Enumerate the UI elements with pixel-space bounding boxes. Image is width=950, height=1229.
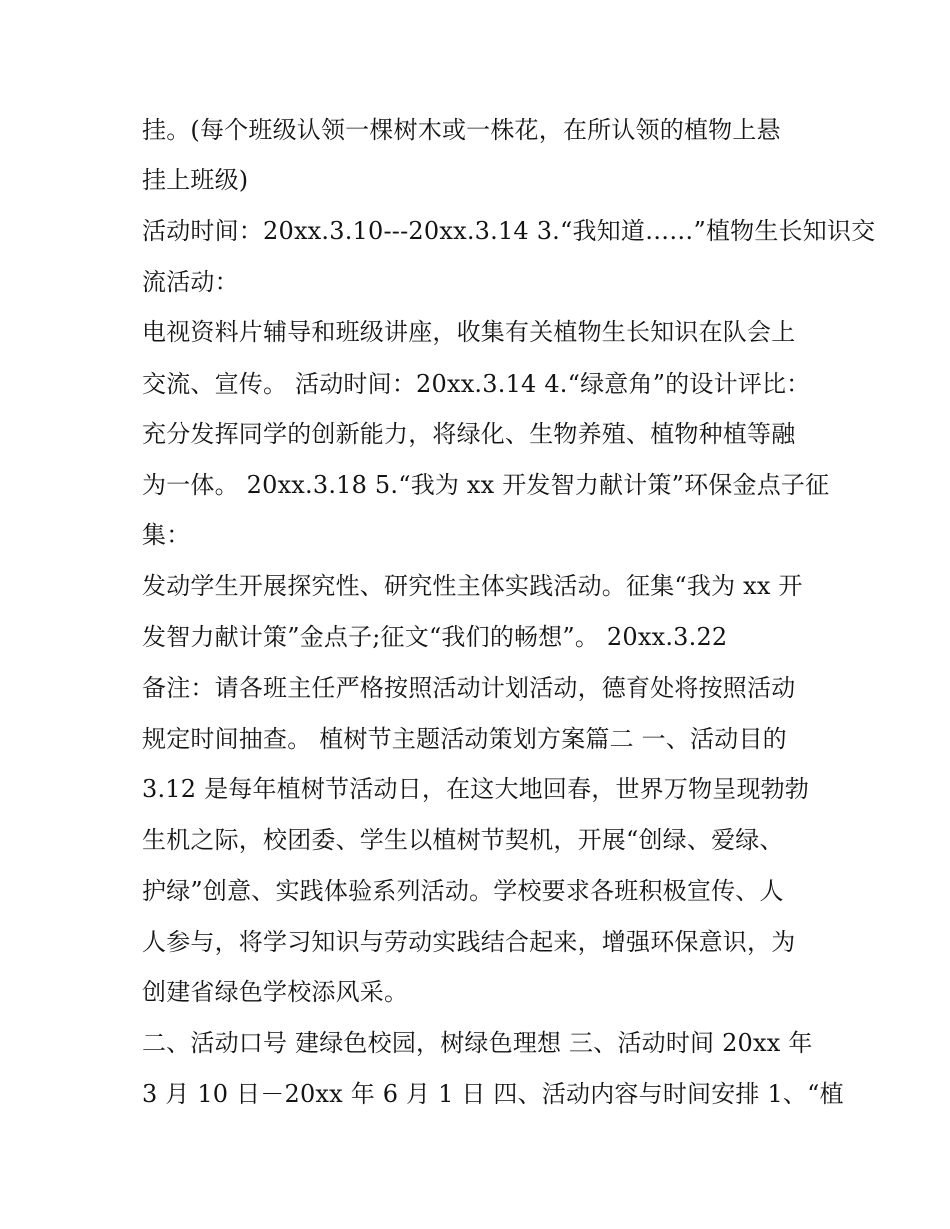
text-line: 活动时间：20xx.3.10---20xx.3.14 3.“我知道……”植物生长知识交	[142, 217, 876, 245]
text-line: 挂上班级)	[142, 166, 249, 194]
text-line: 挂。(每个班级认领一棵树木或一株花，在所认领的植物上悬	[142, 116, 781, 144]
text-line: 生机之际，校团委、学生以植树节契机，开展“创绿、爱绿、	[142, 826, 784, 854]
text-line: 为一体。 20xx.3.18 5.“我为 xx 开发智力献计策”环保金点子征	[142, 471, 830, 499]
text-line: 发智力献计策”金点子;征文“我们的畅想”。 20xx.3.22	[142, 623, 728, 651]
text-line: 规定时间抽查。 植树节主题活动策划方案篇二 一、活动目的	[142, 725, 787, 753]
text-line: 备注：请各班主任严格按照活动计划活动，德育处将按照活动	[142, 674, 796, 702]
text-line: 创建省绿色学校添风采。	[142, 978, 409, 1006]
text-line: 人参与，将学习知识与劳动实践结合起来，增强环保意识，为	[142, 928, 796, 956]
text-line: 3.12 是每年植树节活动日，在这大地回春，世界万物呈现勃勃	[142, 775, 810, 803]
text-line: 流活动：	[142, 268, 239, 296]
text-line: 集：	[142, 521, 191, 549]
text-line: 电视资料片辅导和班级讲座，收集有关植物生长知识在队会上	[142, 318, 796, 346]
text-line: 二、活动口号 建绿色校园，树绿色理想 三、活动时间 20xx 年	[142, 1029, 813, 1057]
text-line: 充分发挥同学的创新能力，将绿化、生物养殖、植物种植等融	[142, 420, 796, 448]
text-line: 交流、宣传。 活动时间：20xx.3.14 4.“绿意角”的设计评比：	[142, 370, 811, 398]
text-line: 护绿”创意、实践体验系列活动。学校要求各班积极宣传、人	[142, 877, 784, 905]
text-line: 发动学生开展探究性、研究性主体实践活动。征集“我为 xx 开	[142, 572, 803, 600]
text-line: 3 月 10 日－20xx 年 6 月 1 日 四、活动内容与时间安排 1、“植	[142, 1080, 844, 1108]
